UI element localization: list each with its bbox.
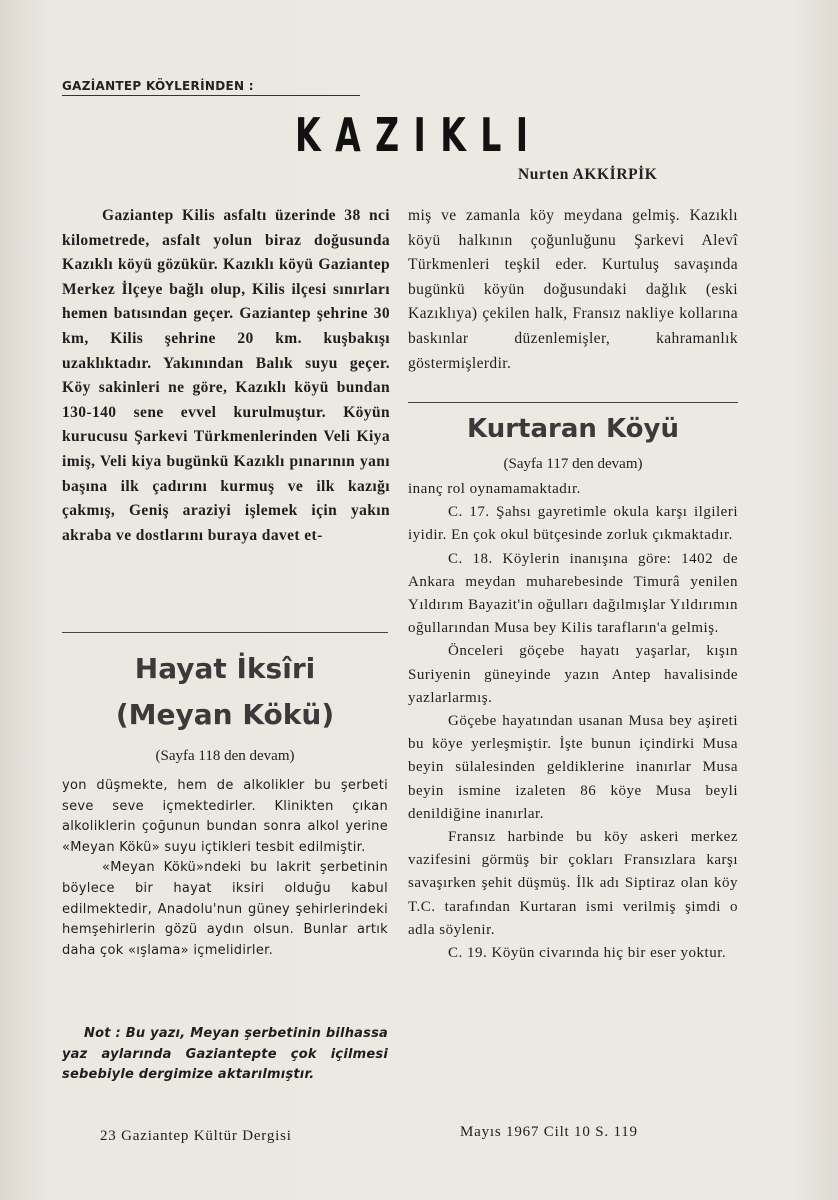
hayat-iksiri-body <box>62 776 388 961</box>
kurtaran-paragraph: Fransız harbinde bu köy askeri merkez vazifesini görmüş bir çokları Fransızlara karşı savaşırken şehit düşmüş. İlk adı Siptiraz olan köy T.C. tarafından Kurtaran ismi verilmiş şimdi o adla söylenir. <box>408 829 738 938</box>
divider-left <box>62 632 388 633</box>
kazikli-left-column <box>62 204 390 548</box>
hayat-paragraph: «Meyan Kökü»ndeki bu lakrit şerbetinin böylece bir hayat iksiri olduğu kabul edilmektedir, Anadolu'nun güney şehirlerindeki hemşehirlerin gözü aydın olsun. Bunlar artık daha çok «ışlama» içmelidirler. <box>62 860 388 958</box>
article-title: KAZIKLI <box>295 108 543 162</box>
kurtaran-paragraph: Göçebe hayatından usanan Musa bey aşireti bu köye yerleşmiştir. İşte bunun içindirki Musa beyin sülalesinden geldiklerine inanırlar Musa beyin ismine izaleten 86 köye Musa beyli denildiğine inanırlar. <box>408 713 738 822</box>
kurtaran-continued-note: (Sayfa 117 den devam) <box>503 456 643 472</box>
kurtaran-paragraph: C. 19. Köyün civarında hiç bir eser yoktur. <box>448 945 727 962</box>
footer-issue-info: Mayıs 1967 Cilt 10 S. 119 <box>460 1124 638 1140</box>
kurtaran-koyu-body <box>408 478 738 965</box>
kurtaran-paragraph: Önceleri göçebe hayatı yaşarlar, kışın Suriyenin güneyinde yazın Antep havalisinde yazlarlarmış. <box>408 643 738 706</box>
kazikli-right-column <box>408 204 738 376</box>
footer-page-number: 23 Gaziantep Kültür Dergisi <box>100 1128 292 1144</box>
editor-note: Not : Bu yazı, Meyan şerbetinin bilhassa yaz aylarında Gaziantepte çok içilmesi sebebiyle dergimize aktarılmıştır. <box>62 1026 388 1082</box>
hayat-continued-note: (Sayfa 118 den devam) <box>155 748 295 764</box>
kurtaran-paragraph: inanç rol oynamamaktadır. <box>408 481 581 497</box>
hayat-iksiri-subtitle: (Meyan Kökü) <box>115 698 335 731</box>
hayat-paragraph: yon düşmekte, hem de alkolikler bu şerbeti seve seve içmektedirler. Klinikten çıkan alkoliklerin çoğunun bundan sonra alkol yerine «Meyan Kökü» suyu içtikleri tesbit edilmiştir. <box>62 778 388 855</box>
kurtaran-koyu-title: Kurtaran Köyü <box>467 414 679 444</box>
kurtaran-paragraph: C. 18. Köylerin inanışına göre: 1402 de Ankara meydan muharebesinde Timurâ yenilen Yıldırım Bayazit'in oğulları dağılmışlar Yıldırımın oğullarından Musa bey Kilis tarafların'a gelmiş. <box>408 550 738 637</box>
divider-right <box>408 402 738 403</box>
kazikli-paragraph-left: Gaziantep Kilis asfaltı üzerinde 38 nci kilometrede, asfalt yolun biraz doğusunda Kazıklı köyü gözükür. Kazıklı köyü Gaziantep Merkez İlçeye bağlı olup, Kilis ilçesi sınırları hemen batısından geçer. Gaziantep şehrine 30 km, Kilis şehrine 20 km. kuşbakışı uzaklıktadır. Yakınından Balık suyu geçer. Köy sakinleri ne göre, Kazıklı köyü bundan 130-140 sene evvel kurulmuştur. Köyün kurucusu Şarkevi Türkmenlerinden Veli Kiya imiş, Veli kiya bugünkü Kazıklı pınarının yanı başına ilk çadırını kurmuş ve ilk kazığı çakmış, Geniş araziyi işlemek için yakın akraba ve dostlarını buraya davet et- <box>62 207 390 544</box>
section-label: GAZİANTEP KÖYLERİNDEN : <box>62 79 360 96</box>
kazikli-paragraph-right: miş ve zamanla köy meydana gelmiş. Kazıklı köyü halkının çoğunluğunu Şarkevi Alevî Türkmenleri teşkil eder. Kurtuluş savaşında bugünkü köyün doğusundaki dağlık (eski Kazıklıya) çekilen halk, Fransız nakliye kollarına baskınlar düzenlemişler, kahramanlık göstermişlerdir. <box>408 207 738 372</box>
hayat-iksiri-title: Hayat İksîri <box>134 652 316 685</box>
kurtaran-paragraph: C. 17. Şahsı gayretimle okula karşı ilgileri iyidir. En çok okul bütçesinde zorluk çıkmaktadır. <box>408 504 738 544</box>
author-name: Nurten AKKİRPİK <box>518 166 658 183</box>
